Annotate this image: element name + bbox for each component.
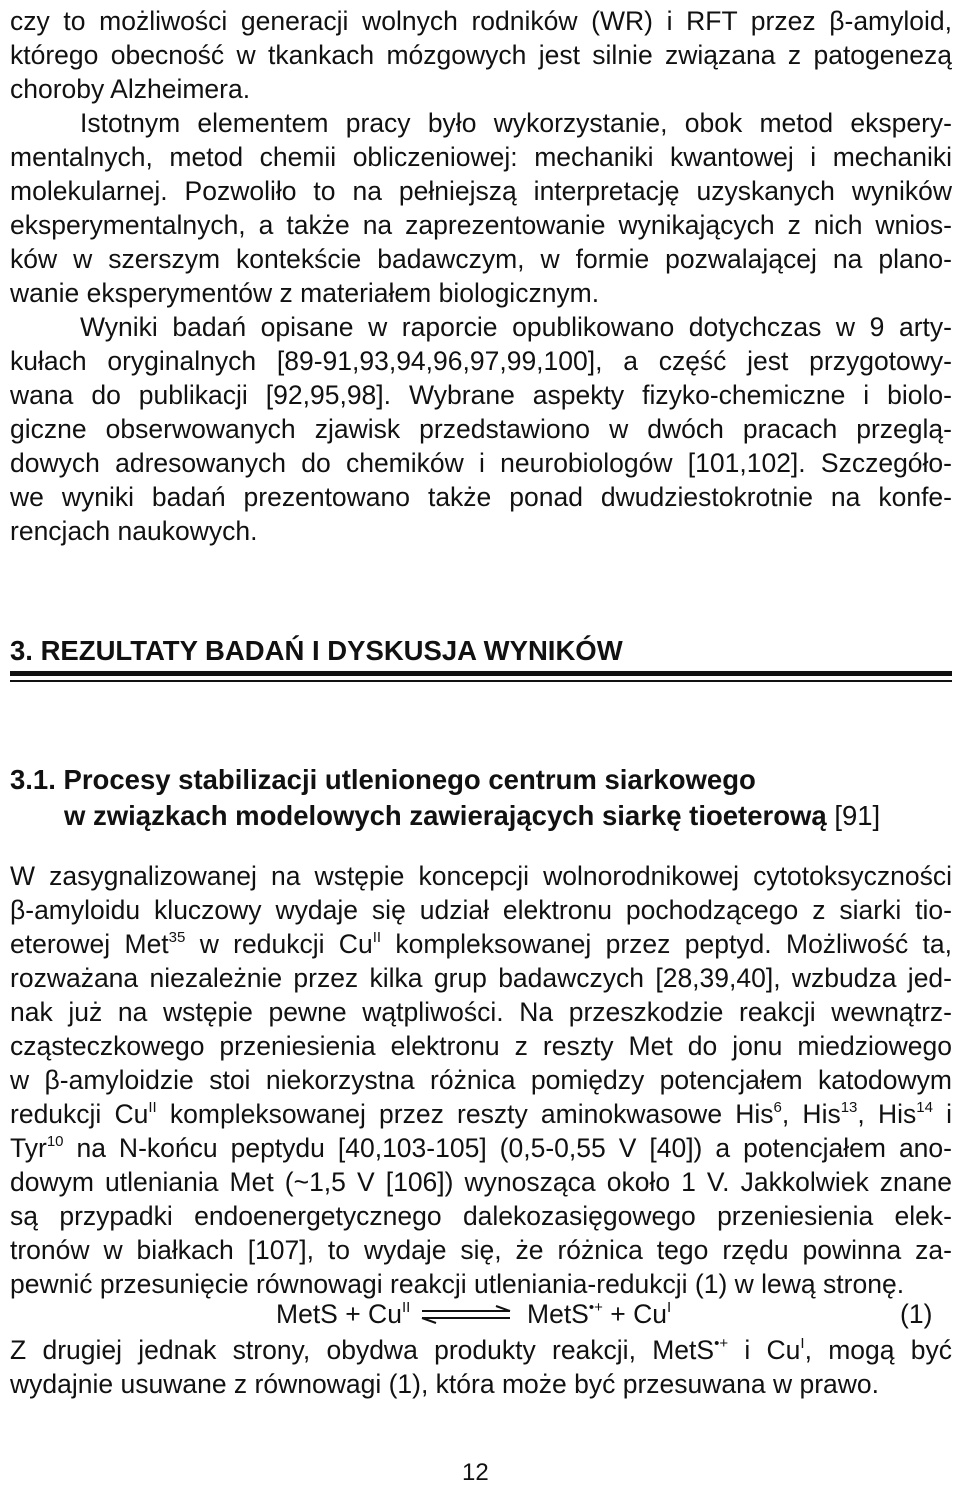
heading-rule-thin xyxy=(10,680,952,682)
text-line: dowych adresowanych do chemików i neurobiologów [101,102]. Szczegóło- xyxy=(10,448,952,478)
superscript: I xyxy=(800,1335,805,1352)
superscript: 35 xyxy=(168,929,186,946)
text-line: są przypadki endoenergetycznego dalekozasięgowego przeniesienia elek- xyxy=(10,1201,952,1231)
text-line xyxy=(10,1131,952,1165)
text-line: wana do publikacji [92,95,98]. Wybrane aspekty fizyko-chemiczne i biolo- xyxy=(10,380,952,410)
equation-text: MetS + Cu xyxy=(276,1299,402,1329)
page-number: 12 xyxy=(462,1459,489,1486)
text-run: i Cu xyxy=(728,1335,801,1365)
text-run: , His xyxy=(857,1099,917,1129)
text-run: w redukcji Cu xyxy=(185,929,373,959)
text-line: W zasygnalizowanej na wstępie koncepcji wolnorodnikowej cytotoksyczności xyxy=(10,861,952,891)
superscript: 10 xyxy=(46,1133,64,1150)
text-line: choroby Alzheimera. xyxy=(10,74,251,104)
text-line: kułach oryginalnych [89-91,93,94,96,97,99,100], a część jest przygotowy- xyxy=(10,346,952,376)
text-line: wydajnie usuwane z równowagi (1), która może być przesuwana w prawo. xyxy=(10,1369,880,1399)
text-run: , mogą być xyxy=(804,1335,952,1365)
heading-rule-thick xyxy=(10,671,952,676)
text-run: redukcji Cu xyxy=(10,1099,149,1129)
superscript: II xyxy=(148,1099,157,1116)
text-line: czy to możliwości generacji wolnych rodników (WR) i RFT przez β-amyloid, xyxy=(10,6,952,36)
text-line: cząsteczkowego przeniesienia elektronu z reszty Met do jonu miedziowego xyxy=(10,1031,952,1061)
text-line: w β-amyloidzie stoi niekorzystna różnica pomiędzy potencjałem katodowym xyxy=(10,1065,952,1095)
text-line: wanie eksperymentów z materiałem biologicznym. xyxy=(10,278,600,308)
text-line: Wyniki badań opisane w raporcie opublikowano dotychczas w 9 arty- xyxy=(80,312,952,342)
equation-text: + Cu xyxy=(602,1299,667,1329)
text-line: ków w szerszym kontekście badawczym, w formie pozwalającej na plano- xyxy=(10,244,952,274)
text-line: pewnić przesunięcie równowagi reakcji utleniania-redukcji (1) w lewą stronę. xyxy=(10,1269,905,1299)
text-line: giczne obserwowanych zjawisk przedstawiono w dwóch pracach przeglą- xyxy=(10,414,952,444)
text-line: eksperymentalnych, a także na zaprezentowanie wynikających z nich wnios- xyxy=(10,210,952,240)
superscript: II xyxy=(372,929,382,946)
text-run: i xyxy=(932,1099,953,1129)
superscript: 13 xyxy=(840,1099,858,1116)
equation-text: MetS xyxy=(527,1299,589,1329)
subsection-heading-continued xyxy=(64,798,880,834)
text-line: rencjach naukowych. xyxy=(10,516,258,546)
equation-right-side xyxy=(527,1297,671,1331)
text-line: rozważana niezależnie przez kilka grup badawczych [28,39,40], wzbudza jed- xyxy=(10,963,952,993)
superscript: •+ xyxy=(714,1335,729,1352)
superscript: II xyxy=(401,1299,411,1316)
text-run: kompleksowanej przez reszty aminokwasowe His xyxy=(156,1099,774,1129)
text-line: dowym utleniania Met (~1,5 V [106]) wynosząca około 1 V. Jakkolwiek znane xyxy=(10,1167,952,1197)
text-line xyxy=(10,1097,952,1131)
text-line: którego obecność w tkankach mózgowych jest silnie związana z patogenezą xyxy=(10,40,952,70)
superscript: I xyxy=(666,1299,672,1316)
text-line: we wyniki badań prezentowano także ponad dwudziestokrotnie na konfe- xyxy=(10,482,952,512)
equation-left-side xyxy=(276,1297,410,1331)
subsection-reference: [91] xyxy=(834,800,881,831)
text-run: Tyr xyxy=(10,1133,47,1163)
text-line: Istotnym elementem pracy było wykorzystanie, obok metod ekspery- xyxy=(80,108,952,138)
text-run: , His xyxy=(781,1099,841,1129)
text-line xyxy=(10,1333,952,1367)
text-line: nak już na wstępie pewne wątpliwości. Na przeszkodzie reakcji wewnątrz- xyxy=(10,997,952,1027)
equation-number: (1) xyxy=(900,1299,933,1329)
text-line: β-amyloidu kluczowy wydaje się udział elektronu pochodzącego z siarki tio- xyxy=(10,895,952,925)
text-run: kompleksowanej przez peptyd. Możliwość ta, xyxy=(381,929,952,959)
superscript: 14 xyxy=(916,1099,933,1116)
subsection-heading-text: w związkach modelowych zawierających siarkę tioeterową xyxy=(64,800,827,831)
text-line: molekularnej. Pozwoliło to na pełniejszą interpretację uzyskanych wyników xyxy=(10,176,952,206)
text-line xyxy=(10,927,952,961)
text-run: Z drugiej jednak strony, obydwa produkty reakcji, MetS xyxy=(10,1335,715,1365)
text-run: eterowej Met xyxy=(10,929,169,959)
superscript: •+ xyxy=(588,1299,603,1316)
text-run: na N-końcu peptydu [40,103-105] (0,5-0,55 V [40]) a potencjałem ano- xyxy=(63,1133,952,1163)
equilibrium-arrow-icon xyxy=(420,1305,512,1325)
superscript: 6 xyxy=(773,1099,782,1116)
text-line: mentalnych, metod chemii obliczeniowej: mechaniki kwantowej i mechaniki xyxy=(10,142,952,172)
section-heading: 3. REZULTATY BADAŃ I DYSKUSJA WYNIKÓW xyxy=(10,635,623,666)
subsection-heading: 3.1. Procesy stabilizacji utlenionego centrum siarkowego xyxy=(10,764,756,795)
text-line: tronów w białkach [107], to wydaje się, że różnica tego rzędu powinna za- xyxy=(10,1235,952,1265)
